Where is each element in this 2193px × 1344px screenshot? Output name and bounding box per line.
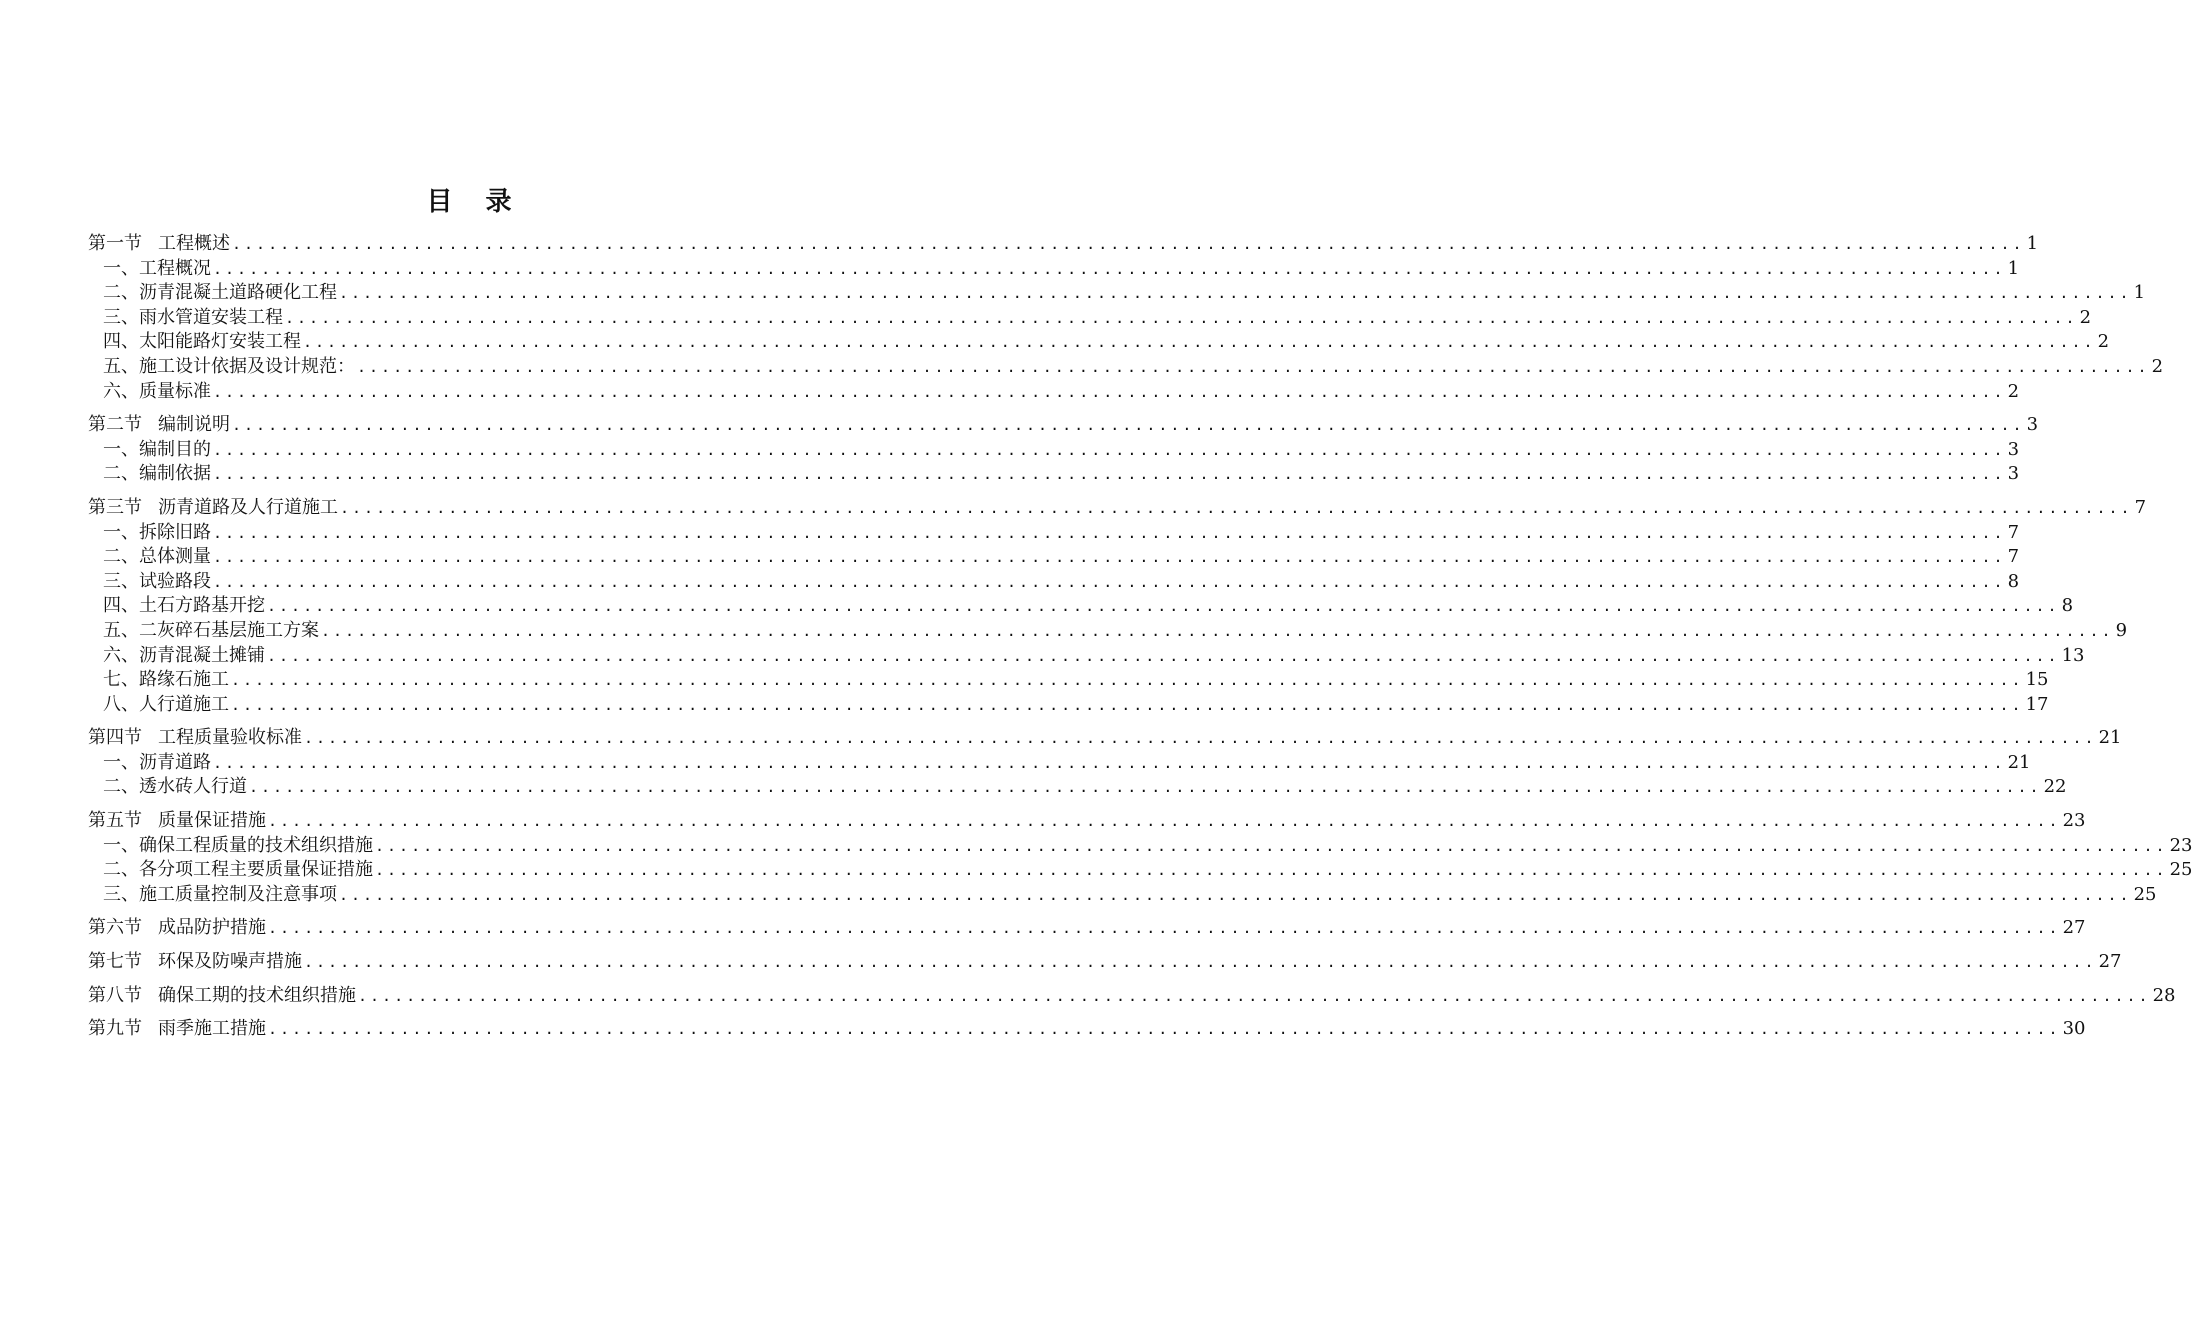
toc-page-number: 8 (2061, 595, 2074, 617)
toc-page-number: 7 (2007, 521, 2020, 543)
toc-dot-leader: ..................................................................................................................................................... (339, 885, 2132, 904)
toc-dot-leader: ..................................................................................................................................................... (213, 382, 2006, 401)
toc-subsection-entry[interactable] (88, 281, 2146, 306)
toc-section-number: 第三节 (88, 496, 142, 518)
toc-page-number: 8 (2007, 570, 2020, 592)
toc-page-number: 2 (2079, 306, 2092, 328)
toc-page-number: 7 (2134, 496, 2147, 518)
toc-page-number: 25 (2133, 883, 2157, 905)
toc-subsection-title: 三、施工质量控制及注意事项 (103, 883, 337, 905)
toc-page-number: 3 (2007, 438, 2020, 460)
toc-dot-leader: ..................................................................................................................................................... (303, 333, 2096, 352)
toc-subsection-entry[interactable] (88, 257, 2020, 282)
toc-page-number: 17 (2025, 693, 2049, 715)
toc-dot-leader: ..................................................................................................................................................... (232, 235, 2025, 253)
toc-section-label (88, 984, 356, 1009)
toc-section-title: 确保工期的技术组织措施 (158, 984, 356, 1006)
toc-section-label (88, 809, 266, 834)
toc-section-label (88, 1017, 266, 1042)
toc-page-number: 3 (2007, 463, 2020, 485)
toc-subsection-title: 三、试验路段 (103, 570, 211, 592)
toc-subsection-title: 二、总体测量 (103, 546, 211, 568)
toc-dot-leader: ..................................................................................................................................................... (213, 572, 2006, 591)
toc-section-number: 第六节 (88, 917, 142, 939)
toc-section-label (88, 916, 266, 941)
toc-subsection-entry[interactable] (88, 545, 2020, 570)
toc-page-number: 15 (2025, 669, 2049, 691)
toc-dot-leader: ..................................................................................................................................................... (304, 953, 2097, 972)
toc-subsection-title: 六、沥青混凝土摊铺 (103, 644, 265, 666)
toc-subsection-title: 二、透水砖人行道 (103, 776, 247, 798)
toc-page-number: 3 (2026, 414, 2039, 436)
toc-section-entry[interactable] (88, 413, 2039, 438)
toc-subsection-entry[interactable] (88, 330, 2110, 355)
toc-subsection-entry[interactable] (88, 570, 2020, 595)
toc-section-label (88, 232, 230, 257)
toc-page-number: 28 (2152, 984, 2176, 1006)
toc-dot-leader: ..................................................................................................................................................... (231, 671, 2024, 690)
toc-section-title: 工程概述 (158, 233, 230, 254)
toc-title: 目 录 (426, 187, 524, 217)
toc-page-number: 21 (2098, 727, 2122, 749)
toc-dot-leader: ..................................................................................................................................................... (213, 440, 2006, 459)
toc-dot-leader: ..................................................................................................................................................... (213, 259, 2006, 278)
toc-page-number: 22 (2043, 776, 2067, 798)
toc-subsection-title: 二、沥青混凝土道路硬化工程 (103, 282, 337, 304)
toc-section-entry[interactable] (88, 496, 2147, 521)
toc-page-number: 27 (2098, 951, 2122, 973)
toc-dot-leader: ..................................................................................................................................................... (268, 1020, 2061, 1039)
toc-subsection-title: 一、工程概况 (103, 257, 211, 279)
toc-dot-leader: ..................................................................................................................................................... (267, 646, 2060, 665)
toc-section-label (88, 413, 230, 438)
toc-dot-leader: ..................................................................................................................................................... (213, 523, 2006, 542)
toc-dot-leader: ..................................................................................................................................................... (213, 465, 2006, 484)
toc-subsection-title: 四、土石方路基开挖 (103, 595, 265, 617)
toc-page-number: 23 (2169, 834, 2193, 856)
toc-section-number: 第五节 (88, 810, 142, 832)
toc-subsection-entry[interactable] (88, 380, 2020, 405)
toc-subsection-title: 二、各分项工程主要质量保证措施 (103, 859, 373, 881)
toc-dot-leader: ..................................................................................................................................................... (267, 597, 2060, 616)
toc-subsection-title: 二、编制依据 (103, 463, 211, 485)
toc-subsection-entry[interactable] (88, 355, 2164, 380)
toc-dot-leader: ..................................................................................................................................................... (249, 778, 2042, 797)
toc-dot-leader: ..................................................................................................................................................... (268, 919, 2061, 938)
toc-subsection-title: 八、人行道施工 (103, 693, 229, 715)
toc-subsection-title: 六、质量标准 (103, 380, 211, 402)
toc-dot-leader: ..................................................................................................................................................... (285, 308, 2078, 327)
toc-subsection-title: 一、拆除旧路 (103, 521, 211, 543)
toc-subsection-entry[interactable] (88, 751, 2031, 776)
toc-subsection-entry[interactable] (88, 462, 2020, 487)
toc-page-number: 9 (2115, 619, 2128, 641)
toc-section-label (88, 726, 302, 751)
toc-subsection-entry[interactable] (88, 883, 2157, 908)
toc-subsection-title: 五、施工设计依据及设计规范： (103, 355, 355, 377)
toc-dot-leader: ..................................................................................................................................................... (375, 836, 2168, 855)
toc-dot-leader: ..................................................................................................................................................... (358, 986, 2151, 1005)
toc-subsection-entry[interactable] (88, 438, 2020, 463)
toc-section-number: 第四节 (88, 727, 142, 749)
toc-page-number: 1 (2133, 282, 2146, 304)
toc-subsection-title: 一、编制目的 (103, 438, 211, 460)
toc-dot-leader: ..................................................................................................................................................... (357, 357, 2150, 376)
toc-subsection-entry[interactable] (88, 619, 2128, 644)
toc-section-title: 编制说明 (158, 414, 230, 436)
toc-section-title: 质量保证措施 (158, 810, 266, 832)
toc-subsection-entry[interactable] (88, 668, 2049, 693)
toc-section-number: 第一节 (88, 233, 142, 254)
toc-dot-leader: ..................................................................................................................................................... (213, 753, 2006, 772)
toc-dot-leader: ..................................................................................................................................................... (268, 812, 2061, 831)
toc-page-number: 1 (2007, 257, 2020, 279)
toc-page-number: 30 (2062, 1018, 2086, 1040)
toc-section-entry[interactable] (88, 726, 2122, 751)
toc-section-number: 第二节 (88, 414, 142, 436)
table-of-contents (88, 232, 2193, 1042)
toc-section-entry[interactable] (88, 1017, 2086, 1042)
toc-subsection-entry[interactable] (88, 834, 2193, 859)
toc-page-number: 13 (2061, 644, 2085, 666)
toc-section-entry[interactable] (88, 950, 2122, 975)
toc-section-entry[interactable] (88, 232, 2039, 257)
toc-page-number: 2 (2151, 355, 2164, 377)
toc-subsection-title: 一、确保工程质量的技术组织措施 (103, 834, 373, 856)
toc-section-entry[interactable] (88, 984, 2176, 1009)
toc-dot-leader: ..................................................................................................................................................... (232, 416, 2025, 435)
toc-page-number: 7 (2007, 546, 2020, 568)
toc-page-number: 27 (2062, 917, 2086, 939)
toc-subsection-title: 四、太阳能路灯安装工程 (103, 331, 301, 353)
toc-section-number: 第七节 (88, 951, 142, 973)
toc-section-title: 沥青道路及人行道施工 (158, 496, 338, 518)
toc-dot-leader: ..................................................................................................................................................... (304, 729, 2097, 748)
toc-page-number: 23 (2062, 810, 2086, 832)
toc-subsection-entry[interactable] (88, 693, 2049, 718)
toc-subsection-entry[interactable] (88, 594, 2074, 619)
toc-subsection-title: 五、二灰碎石基层施工方案 (103, 619, 319, 641)
toc-subsection-entry[interactable] (88, 858, 2193, 883)
toc-subsection-entry[interactable] (88, 775, 2067, 800)
toc-subsection-title: 三、雨水管道安装工程 (103, 306, 283, 328)
toc-section-label (88, 950, 302, 975)
toc-subsection-title: 七、路缘石施工 (103, 669, 229, 691)
toc-dot-leader: ..................................................................................................................................................... (321, 621, 2114, 640)
toc-subsection-title: 一、沥青道路 (103, 751, 211, 773)
toc-page-number: 2 (2097, 331, 2110, 353)
toc-dot-leader: ..................................................................................................................................................... (339, 284, 2132, 303)
toc-subsection-entry[interactable] (88, 521, 2020, 546)
toc-page-number: 2 (2007, 380, 2020, 402)
toc-section-number: 第九节 (88, 1018, 142, 1040)
toc-subsection-entry[interactable] (88, 306, 2092, 331)
toc-section-title: 成品防护措施 (158, 917, 266, 939)
toc-section-number: 第八节 (88, 984, 142, 1006)
toc-section-entry[interactable] (88, 809, 2086, 834)
toc-subsection-entry[interactable] (88, 644, 2085, 669)
toc-dot-leader: ..................................................................................................................................................... (231, 695, 2024, 714)
toc-dot-leader: ..................................................................................................................................................... (375, 861, 2168, 880)
toc-section-entry[interactable] (88, 916, 2086, 941)
toc-dot-leader: ..................................................................................................................................................... (340, 498, 2133, 517)
toc-section-label (88, 496, 338, 521)
toc-section-title: 雨季施工措施 (158, 1018, 266, 1040)
toc-page-number: 1 (2026, 233, 2039, 254)
toc-section-title: 工程质量验收标准 (158, 727, 302, 749)
toc-dot-leader: ..................................................................................................................................................... (213, 548, 2006, 567)
toc-page-number: 21 (2007, 751, 2031, 773)
toc-page-number: 25 (2169, 859, 2193, 881)
toc-section-title: 环保及防噪声措施 (158, 951, 302, 973)
